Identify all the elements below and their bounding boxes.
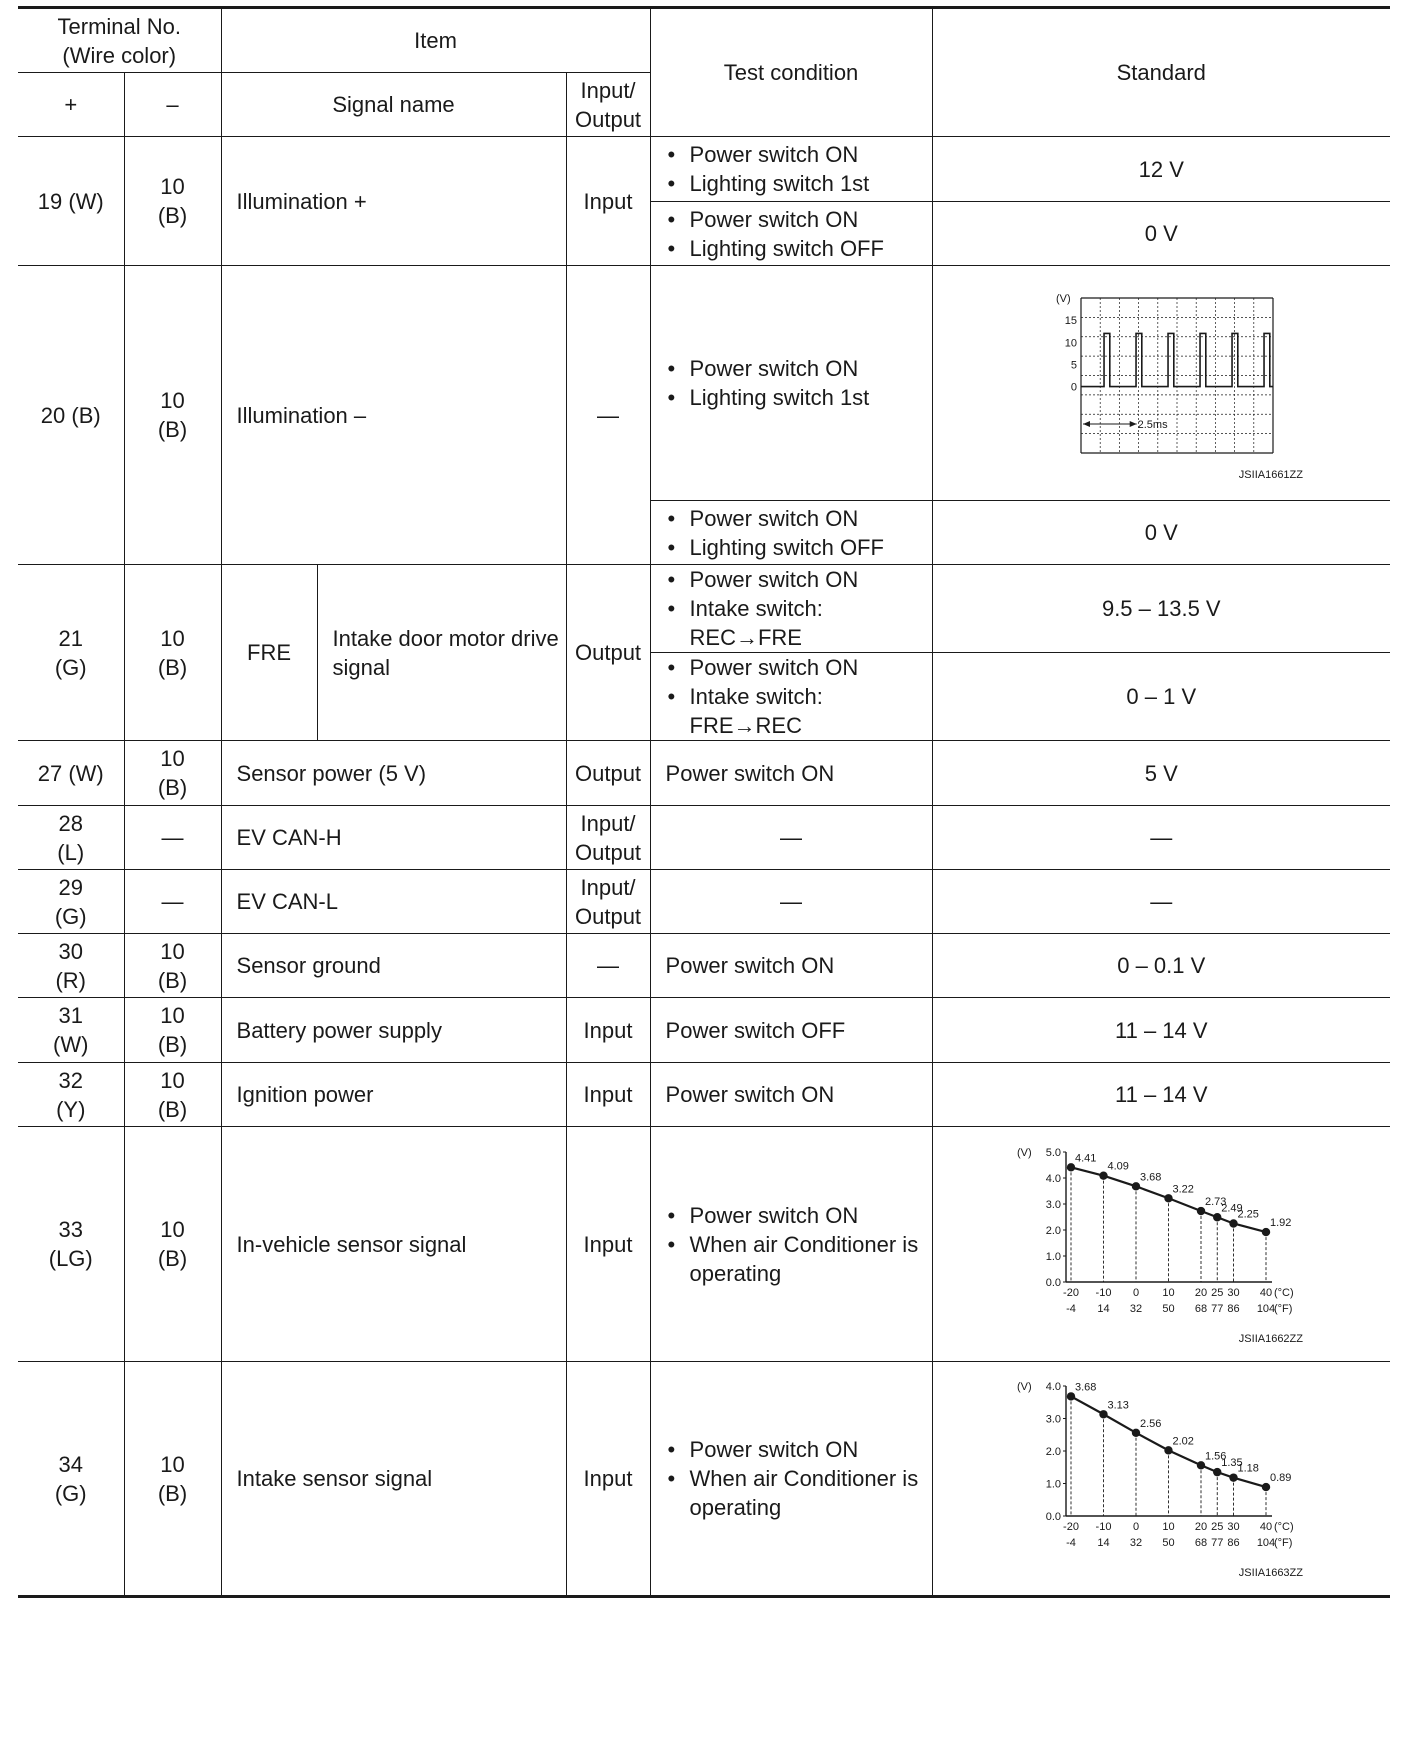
condition-item: • Lighting switch OFF — [666, 234, 932, 263]
figure-code: JSIIA1663ZZ — [1239, 1567, 1304, 1579]
x-tick-label-f: -4 — [1066, 1537, 1077, 1549]
io-value: Input — [566, 1127, 650, 1362]
plus-header: + — [18, 73, 124, 137]
standard-value: 12 V — [932, 137, 1390, 202]
x-tick-label-f: 50 — [1162, 1302, 1175, 1315]
standard-graph-cell — [932, 1362, 1390, 1597]
condition-item: • Lighting switch 1st — [666, 169, 932, 198]
data-label: 1.18 — [1237, 1462, 1260, 1475]
io-value: Input/ Output — [566, 806, 650, 870]
data-point — [1197, 1461, 1205, 1469]
data-point — [1213, 1213, 1221, 1221]
condition-item: • Power switch ON — [666, 205, 932, 234]
in-vehicle-sensor-graph — [1011, 1142, 1311, 1347]
test-condition: Power switch OFF — [650, 998, 932, 1063]
signal-name: Sensor power (5 V) — [221, 741, 566, 806]
signal-name: EV CAN-L — [221, 870, 566, 934]
io-value: Input/ Output — [566, 870, 650, 934]
signal-name: Intake sensor signal — [221, 1362, 566, 1597]
io-header: Input/ Output — [566, 73, 650, 137]
x-tick-label-c: 20 — [1195, 1286, 1208, 1299]
time-span-label: 2.5ms — [1137, 418, 1168, 431]
test-condition — [650, 266, 932, 501]
x-tick-label-c: 30 — [1227, 1521, 1240, 1533]
signal-name: Illumination – — [221, 266, 566, 565]
x-unit-f: (°F) — [1274, 1537, 1293, 1549]
test-condition — [650, 202, 932, 266]
terminal-minus: 10 (B) — [124, 266, 221, 565]
signal-name-header: Signal name — [221, 73, 566, 137]
x-tick-label-c: -10 — [1095, 1286, 1112, 1299]
x-tick-label-c: -20 — [1063, 1521, 1080, 1533]
minus-header: – — [124, 73, 221, 137]
test-condition: Power switch ON — [650, 1063, 932, 1127]
data-label: 2.02 — [1172, 1435, 1195, 1448]
x-tick-label-f: 86 — [1227, 1537, 1240, 1549]
x-tick-label-c: -10 — [1095, 1521, 1112, 1533]
standard-value: 0 V — [932, 202, 1390, 266]
x-tick-label-c: 10 — [1162, 1521, 1175, 1533]
standard-graph-cell — [932, 266, 1390, 501]
y-tick-label: 2.0 — [1045, 1446, 1062, 1458]
condition-item: • Power switch ON — [666, 1201, 932, 1230]
y-tick-label: 5.0 — [1045, 1146, 1062, 1159]
terminal-minus: 10 (B) — [124, 1127, 221, 1362]
arrow-head — [1083, 421, 1090, 427]
item-header: Item — [221, 8, 650, 73]
x-unit-f: (°F) — [1274, 1302, 1293, 1315]
terminal-minus: 10 (B) — [124, 1362, 221, 1597]
io-value: Output — [566, 741, 650, 806]
data-point — [1165, 1194, 1173, 1202]
data-point — [1067, 1392, 1075, 1400]
terminal-plus: 21 (G) — [18, 565, 124, 741]
y-tick-label: 4.0 — [1045, 1172, 1062, 1185]
signal-name: Sensor ground — [221, 934, 566, 998]
condition-item: • When air Conditioner is operating — [666, 1464, 932, 1522]
test-condition — [650, 1127, 932, 1362]
data-label: 3.68 — [1140, 1170, 1162, 1183]
condition-item: • Power switch ON — [666, 1435, 932, 1464]
test-condition: Power switch ON — [650, 741, 932, 806]
signal-name: Battery power supply — [221, 998, 566, 1063]
y-tick-label: 0.0 — [1045, 1276, 1062, 1289]
condition-item: • When air Conditioner is operating — [666, 1230, 932, 1288]
y-tick-label: 10 — [1065, 337, 1078, 350]
standard-value: 5 V — [932, 741, 1390, 806]
x-tick-label-c: 25 — [1211, 1286, 1224, 1299]
signal-name: EV CAN-H — [221, 806, 566, 870]
figure-code: JSIIA1662ZZ — [1239, 1332, 1304, 1345]
data-label: 0.89 — [1270, 1472, 1292, 1485]
data-label: 3.68 — [1075, 1381, 1097, 1394]
data-label: 1.56 — [1205, 1450, 1227, 1463]
x-unit-c: (°C) — [1274, 1521, 1294, 1533]
condition-item: • Power switch ON — [666, 653, 932, 682]
y-tick-label: 3.0 — [1045, 1198, 1062, 1211]
standard-value: 11 – 14 V — [932, 998, 1390, 1063]
terminal-plus: 19 (W) — [18, 137, 124, 266]
io-value: Input — [566, 1063, 650, 1127]
x-tick-label-f: 14 — [1097, 1302, 1110, 1315]
data-point — [1230, 1219, 1238, 1227]
io-value: Input — [566, 137, 650, 266]
terminal-minus: — — [124, 870, 221, 934]
standard-value: 9.5 – 13.5 V — [932, 565, 1390, 653]
terminal-plus: 34 (G) — [18, 1362, 124, 1597]
terminal-minus: 10 (B) — [124, 565, 221, 741]
terminal-plus: 27 (W) — [18, 741, 124, 806]
x-tick-label-f: 32 — [1130, 1302, 1143, 1315]
data-label: 1.92 — [1270, 1216, 1292, 1229]
terminal-header: Terminal No. (Wire color) — [18, 8, 221, 73]
test-condition: — — [650, 806, 932, 870]
x-tick-label-c: 0 — [1133, 1286, 1140, 1299]
test-condition: Power switch ON — [650, 934, 932, 998]
x-tick-label-c: 10 — [1162, 1286, 1175, 1299]
signal-name: Intake door motor drive signal — [317, 565, 566, 741]
terminal-plus: 32 (Y) — [18, 1063, 124, 1127]
data-point — [1100, 1410, 1108, 1418]
x-unit-c: (°C) — [1274, 1286, 1294, 1299]
y-tick-label: 4.0 — [1045, 1381, 1062, 1393]
terminal-minus: 10 (B) — [124, 1063, 221, 1127]
terminal-plus: 33 (LG) — [18, 1127, 124, 1362]
data-label: 4.41 — [1075, 1151, 1097, 1164]
terminal-spec-table — [18, 6, 1390, 1598]
x-tick-label-c: 0 — [1133, 1521, 1140, 1533]
figure-code: JSIIA1661ZZ — [1239, 469, 1304, 481]
signal-subcategory: FRE — [221, 565, 317, 741]
io-value: Input — [566, 998, 650, 1063]
standard-header: Standard — [932, 8, 1390, 137]
condition-item: • Power switch ON — [666, 565, 932, 594]
x-tick-label-c: -20 — [1063, 1286, 1080, 1299]
terminal-minus: 10 (B) — [124, 137, 221, 266]
x-tick-label-c: 30 — [1227, 1286, 1240, 1299]
x-tick-label-f: 86 — [1227, 1302, 1240, 1315]
terminal-minus: 10 (B) — [124, 934, 221, 998]
data-label: 2.73 — [1205, 1195, 1227, 1208]
x-tick-label-f: 104 — [1257, 1302, 1276, 1315]
terminal-plus: 20 (B) — [18, 266, 124, 565]
signal-name: Ignition power — [221, 1063, 566, 1127]
condition-item: • Lighting switch OFF — [666, 533, 932, 562]
signal-name: In-vehicle sensor signal — [221, 1127, 566, 1362]
test-condition — [650, 565, 932, 653]
x-tick-label-f: 77 — [1211, 1537, 1224, 1549]
data-point — [1262, 1483, 1270, 1491]
data-label: 3.22 — [1172, 1182, 1195, 1195]
test-condition — [650, 137, 932, 202]
condition-item: • Power switch ON — [666, 504, 932, 533]
standard-value: 11 – 14 V — [932, 1063, 1390, 1127]
data-point — [1067, 1163, 1075, 1171]
y-axis-label: (V) — [1017, 1146, 1032, 1159]
data-point — [1213, 1468, 1221, 1476]
data-label: 2.25 — [1237, 1208, 1260, 1220]
y-tick-label: 3.0 — [1045, 1413, 1062, 1426]
x-tick-label-f: 32 — [1130, 1537, 1143, 1549]
y-tick-label: 1.0 — [1045, 1250, 1062, 1263]
standard-value: 0 – 1 V — [932, 653, 1390, 741]
x-tick-label-f: -4 — [1066, 1302, 1077, 1315]
x-tick-label-f: 104 — [1257, 1537, 1276, 1549]
data-point — [1132, 1182, 1140, 1190]
io-value: — — [566, 934, 650, 998]
condition-item: • Intake switch: FRE→REC — [666, 682, 932, 740]
data-point — [1230, 1473, 1238, 1481]
x-tick-label-c: 20 — [1195, 1521, 1208, 1533]
condition-item: • Intake switch: REC→FRE — [666, 594, 932, 652]
y-tick-label: 15 — [1065, 315, 1078, 328]
test-condition-header: Test condition — [650, 8, 932, 137]
x-tick-label-f: 68 — [1195, 1302, 1208, 1315]
x-tick-label-f: 50 — [1162, 1537, 1175, 1549]
io-value: Output — [566, 565, 650, 741]
condition-item: • Lighting switch 1st — [666, 383, 932, 412]
y-axis-label: (V) — [1017, 1381, 1032, 1393]
test-condition — [650, 501, 932, 565]
x-tick-label-f: 77 — [1211, 1302, 1224, 1315]
standard-value: — — [932, 870, 1390, 934]
data-point — [1262, 1227, 1270, 1235]
io-value: — — [566, 266, 650, 565]
terminal-minus: 10 (B) — [124, 741, 221, 806]
data-label: 2.56 — [1140, 1417, 1162, 1430]
data-point — [1197, 1206, 1205, 1214]
data-label: 4.09 — [1107, 1160, 1130, 1173]
x-tick-label-c: 25 — [1211, 1521, 1224, 1533]
io-value: Input — [566, 1362, 650, 1597]
standard-value: 0 – 0.1 V — [932, 934, 1390, 998]
y-tick-label: 0.0 — [1045, 1511, 1062, 1523]
y-tick-label: 1.0 — [1045, 1478, 1062, 1491]
data-label: 2.49 — [1221, 1201, 1243, 1214]
terminal-plus: 30 (R) — [18, 934, 124, 998]
intake-sensor-graph — [1011, 1376, 1311, 1581]
standard-value: — — [932, 806, 1390, 870]
x-tick-label-f: 14 — [1097, 1537, 1110, 1549]
illumination-pulse-waveform — [1011, 283, 1311, 483]
y-tick-label: 5 — [1071, 359, 1078, 372]
test-condition — [650, 1362, 932, 1597]
condition-item: • Power switch ON — [666, 140, 932, 169]
x-tick-label-f: 68 — [1195, 1537, 1208, 1549]
test-condition — [650, 653, 932, 741]
data-point — [1165, 1446, 1173, 1454]
x-tick-label-c: 40 — [1260, 1521, 1273, 1533]
condition-item: • Power switch ON — [666, 354, 932, 383]
y-tick-label: 0 — [1071, 381, 1078, 394]
terminal-plus: 29 (G) — [18, 870, 124, 934]
terminal-plus: 28 (L) — [18, 806, 124, 870]
data-point — [1132, 1429, 1140, 1437]
terminal-minus: — — [124, 806, 221, 870]
test-condition: — — [650, 870, 932, 934]
y-tick-label: 2.0 — [1045, 1224, 1062, 1237]
standard-value: 0 V — [932, 501, 1390, 565]
x-tick-label-c: 40 — [1260, 1286, 1273, 1299]
data-point — [1100, 1171, 1108, 1179]
standard-graph-cell — [932, 1127, 1390, 1362]
data-label: 3.13 — [1107, 1399, 1130, 1412]
terminal-minus: 10 (B) — [124, 998, 221, 1063]
data-label: 1.35 — [1221, 1457, 1243, 1470]
y-axis-label: (V) — [1056, 293, 1071, 305]
terminal-plus: 31 (W) — [18, 998, 124, 1063]
arrow-head — [1130, 421, 1137, 427]
signal-name: Illumination + — [221, 137, 566, 266]
